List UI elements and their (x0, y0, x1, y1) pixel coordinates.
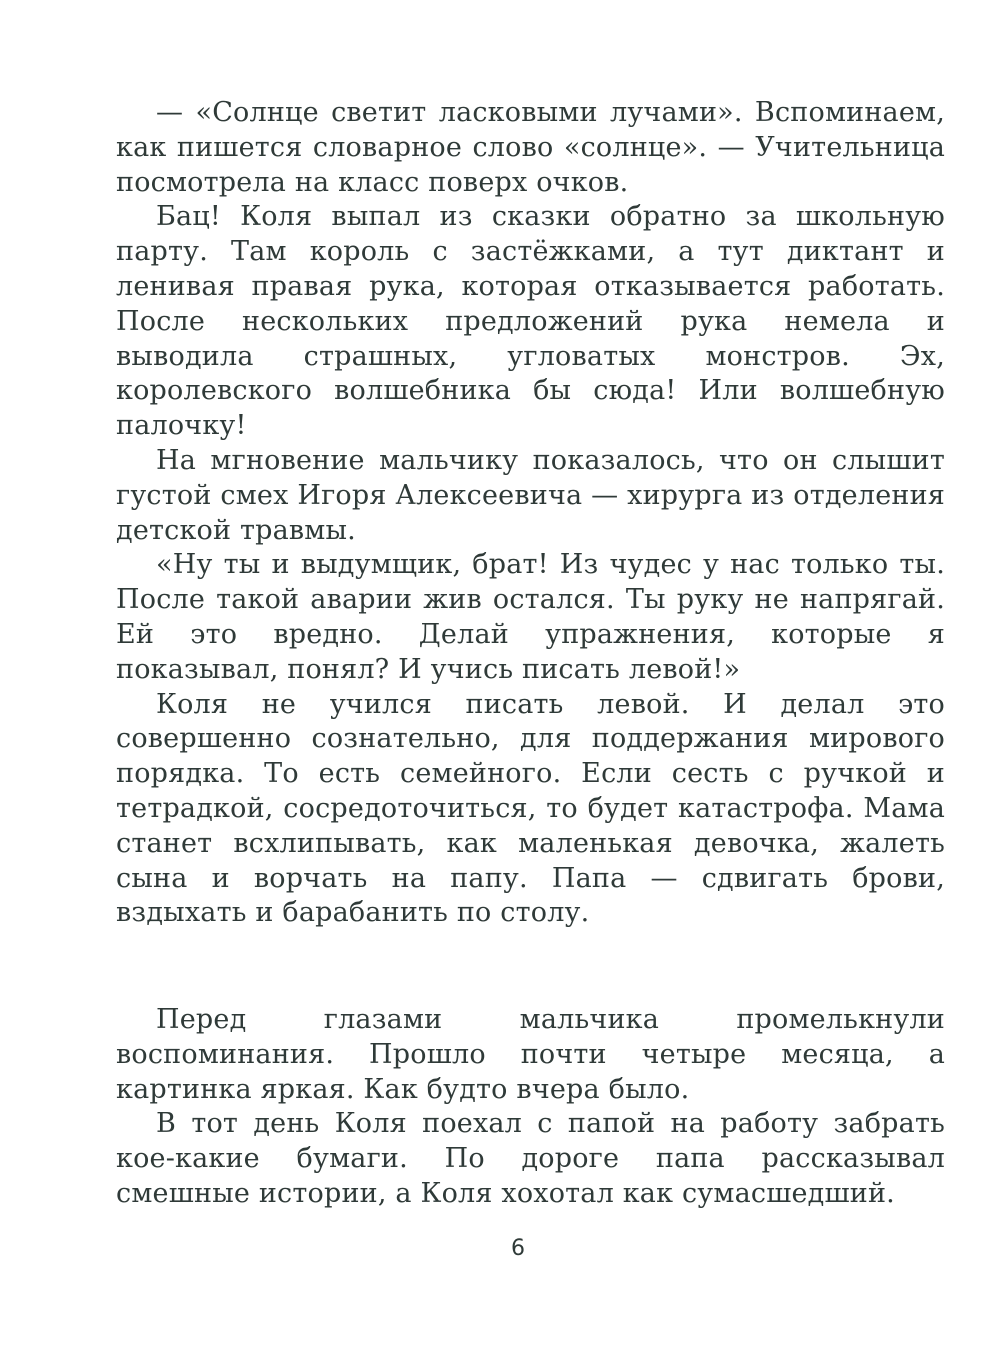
paragraph: Бац! Коля выпал из сказки обратно за школьную парту. Там король с застёжками, а тут диктант и ленивая правая рука, которая отказывается работать. После нескольких предложений рука немела и выводила страшных, угловатых монстров. Эх, королевского волшебника бы сюда! Или волшебную палочку! (116, 201, 945, 442)
paragraph: В тот день Коля поехал с папой на работу забрать кое-какие бумаги. По дороге папа рассказывал смешные истории, а Коля хохотал как сумасшедший. (116, 1108, 945, 1209)
paragraph: На мгновение мальчику показалось, что он слышит густой смех Игоря Алексеевича — хирурга из отделения детской травмы. (116, 444, 945, 546)
text-section-1 (116, 96, 945, 931)
paragraph: Коля не учился писать левой. И делал это совершенно сознательно, для поддержания мирового порядка. То есть семейного. Если сесть с ручкой и тетрадкой, сосредоточиться, то будет катастрофа. Мама станет всхлипывать, как маленькая девочка, жалеть сына и ворчать на папу. Папа — сдвигать брови, вздыхать и барабанить по столу. (116, 688, 945, 929)
text-section-2 (116, 1003, 945, 1212)
page-number: 6 (511, 1236, 525, 1261)
paragraph: Перед глазами мальчика промелькнули воспоминания. Прошло почти четыре месяца, а картинка яркая. Как будто вчера было. (116, 1004, 945, 1105)
paragraph: — «Солнце светит ласковыми лучами». Вспоминаем, как пишется словарное слово «солнце». — Учительница посмотрела на класс поверх очков. (116, 97, 945, 198)
paragraph: «Ну ты и выдумщик, брат! Из чудес у нас только ты. После такой аварии жив остался. Ты руку не напрягай. Ей это вредно. Делай упражнения, которые я показывал, понял? И учись писать левой!» (116, 549, 945, 685)
